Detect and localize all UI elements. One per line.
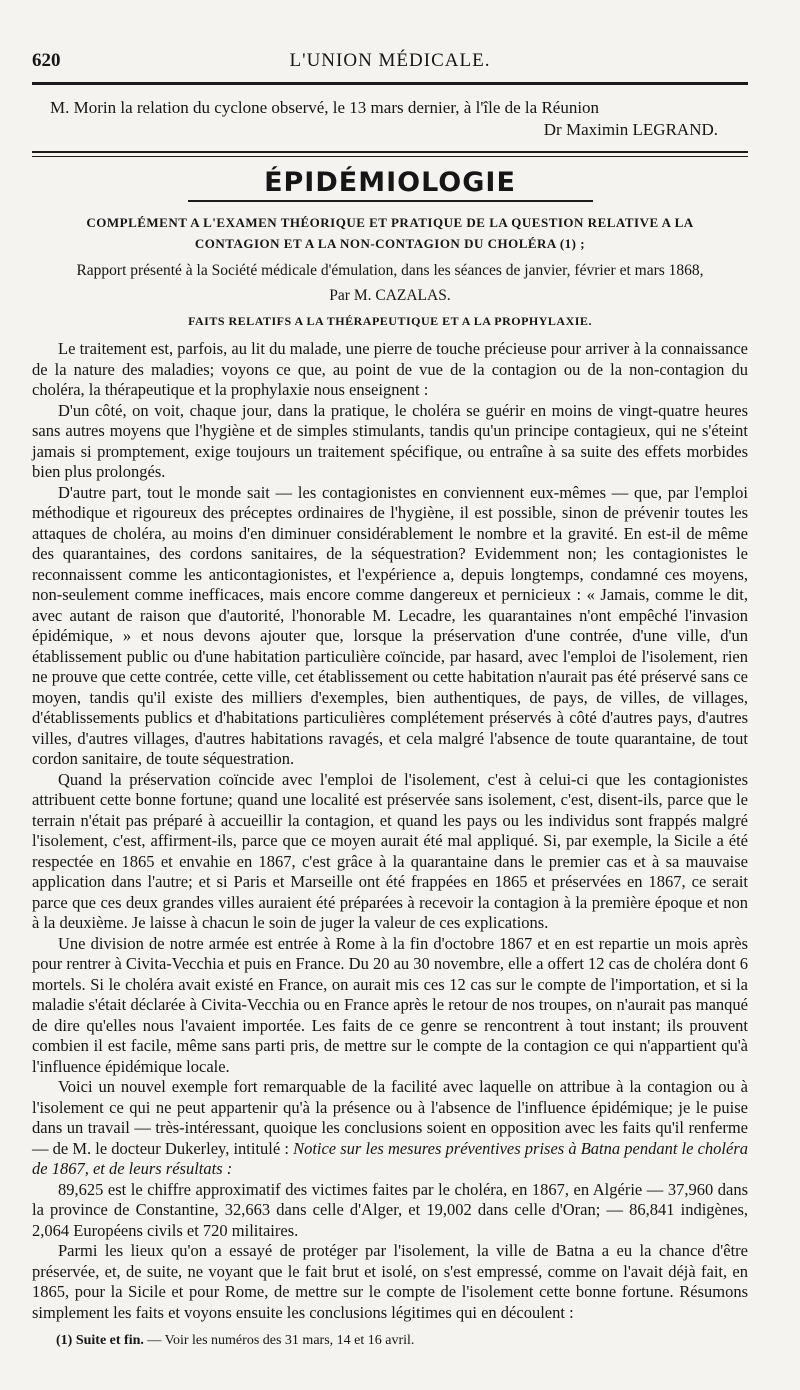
title-underline xyxy=(188,200,593,202)
paragraph: D'un côté, on voit, chaque jour, dans la pratique, le choléra se guérir en moins de vingt-quatre heures sans autres moyens que l'hygiène et de simples stimulants, tandis qu'un principe contagieux, qui ne s'éteint jamais si promptement, exige toujours un traitement spécifique, ou entraîne à sa suite des effets morbides bien plus prolongés. xyxy=(32,400,748,481)
section-title: ÉPIDÉMIOLOGIE xyxy=(264,167,516,198)
signature: Dr Maximin LEGRAND. xyxy=(543,120,718,139)
article-heading-line-2: CONTAGION ET A LA NON-CONTAGION DU CHOLÉRA (1) ; xyxy=(194,236,586,251)
paragraph: Le traitement est, parfois, au lit du malade, une pierre de touche précieuse pour arriver à la connaissance de la nature des maladies; voyons ce que, au point de vue de la contagion ou de la non-contagion du choléra, la thérapeutique et la prophylaxie nous enseignent : xyxy=(32,339,748,399)
continuation-text: M. Morin la relation du cyclone observé, le 13 mars dernier, à l'île de la Réunion xyxy=(50,98,600,117)
footnote-label: (1) Suite et fin. xyxy=(56,1333,144,1348)
page-number: 620 xyxy=(32,50,61,71)
paragraph xyxy=(32,1077,748,1180)
author-line: Par M. CAZALAS. xyxy=(329,287,451,304)
footnote xyxy=(56,1333,748,1349)
page-header xyxy=(32,46,748,76)
section-divider xyxy=(32,151,748,157)
paragraph: 89,625 est le chiffre approximatif des victimes faites par le choléra, en 1867, en Algérie — 37,960 dans la province de Constantine, 32,663 dans celle d'Alger, et 19,002 dans celle d'Oran; — 86,841 indigènes, 2,064 Européens civils et 720 militaires. xyxy=(32,1179,748,1240)
article-subtitle: FAITS RELATIFS A LA THÉRAPEUTIQUE ET A LA PROPHYLAXIE. xyxy=(188,314,592,328)
report-line: Rapport présenté à la Société médicale d'émulation, dans les séances de janvier, février et mars 1868, xyxy=(76,262,704,279)
cited-work-title: Notice sur les mesures préventives prises à Batna pendant le choléra de 1867, et de leurs résultats : xyxy=(32,1138,748,1178)
article-heading xyxy=(32,212,748,254)
paragraph: Parmi les lieux qu'on a essayé de protéger par l'isolement, la ville de Batna a eu la chance d'être préservée, et, de suite, ne voyant que le fait brut et isolé, on s'est empressé, comme on l'avait déjà fait, en 1865, pour la Sicile et pour Rome, de mettre sur le compte de l'isolement cette bonne fortune. Résumons simplement les faits et voyons ensuite les conclusions légitimes qui en découlent : xyxy=(32,1241,748,1322)
footnote-text: — Voir les numéros des 31 mars, 14 et 16 avril. xyxy=(143,1333,415,1348)
paragraph-text: Voici un nouvel exemple fort remarquable de la facilité avec laquelle on attribue à la contagion ou à l'isolement ce qui ne peut appartenir qu'à la présence ou à l'absence de l'influence épidémique; je le puise dans un travail — très-intéressant, quoique les conclusions soient en opposition avec les faits qu'il renferme — de M. le docteur Dukerley, intitulé : xyxy=(32,1077,748,1158)
journal-title: L'UNION MÉDICALE. xyxy=(289,50,491,71)
article-heading-line-1: COMPLÉMENT A L'EXAMEN THÉORIQUE ET PRATIQUE DE LA QUESTION RELATIVE A LA xyxy=(86,215,694,230)
article-body xyxy=(32,339,748,1323)
paragraph: Quand la préservation coïncide avec l'emploi de l'isolement, c'est à celui-ci que les contagionistes attribuent cette bonne fortune; quand une localité est préservée sans isolement, c'est, disent-ils, parce que le terrain n'était pas préparé à accueillir la contagion, et quand les pays ou les individus sont frappés malgré l'isolement, c'est, affirment-ils, parce que ce moyen aurait été mal appliqué. Si, par exemple, la Sicile a été respectée en 1865 et envahie en 1867, c'est grâce à la quarantaine dans le premier cas et à sa mauvaise application dans l'autre; et si Paris et Marseille ont été frappées en 1865 et préservées en 1867, ce serait parce que ces deux grandes villes auraient été préparées à recevoir la contagion à la première époque et non à la deuxième. Je laisse à chacun le soin de juger la valeur de ces explications. xyxy=(32,769,748,932)
paragraph: Une division de notre armée est entrée à Rome à la fin d'octobre 1867 et en est repartie un mois après pour rentrer à Civita-Vecchia et puis en France. Du 20 au 30 novembre, elle a offert 12 cas de choléra dont 6 mortels. Si le choléra avait existé en France, on aurait mis ces 12 cas sur le compte de l'importation, et si la maladie s'était déclarée à Civita-Vecchia ou en France après le retour de nos troupes, on n'aurait pas manqué de dire qu'elles nous l'avaient importée. Les faits de ce genre se rencontrent à tout instant; ils prouvent combien il est facile, même sans parti pris, de mettre sur le compte de la contagion ce qui n'appartient qu'à l'influence épidémique locale. xyxy=(32,933,748,1076)
header-rule xyxy=(32,82,748,85)
paragraph: D'autre part, tout le monde sait — les contagionistes en conviennent eux-mêmes — que, par l'emploi méthodique et rigoureux des préceptes ordinaires de l'hygiène, il est possible, sinon de prévenir toutes les attaques de choléra, au moins d'en diminuer considérablement le nombre et la gravité. En est-il de même des quarantaines, des cordons sanitaires, de la séquestration? Evidemment non; les contagionistes le reconnaissent comme les anticontagionistes, et l'expérience a, depuis longtemps, condamné ces moyens, non-seulement comme inefficaces, mais encore comme dangereux et pernicieux : « Jamais, comme le dit, avec autant de raison que d'autorité, l'honorable M. Lecadre, les quarantaines n'ont empêché l'invasion épidémique, » et nous devons ajouter que, lorsque la préservation d'une contrée, d'une ville, d'un établissement public ou d'une habitation particulière coïncide, par hasard, avec l'emploi de l'isolement, rien ne prouve que cette contrée, cette ville, cet établissement ou cette habitation n'aurait pas été préservé sans ce moyen, tandis qu'il existe des milliers d'exemples, bien authentiques, de pays, de villes, de villages, d'établissements publics et d'habitations particulières complétement préservés à côté d'autres pays, d'autres villes, d'autres villages, d'autres habitations ravagés, et cela malgré l'absence de toute quarantaine, de tout cordon sanitaire, de toute séquestration. xyxy=(32,482,748,768)
